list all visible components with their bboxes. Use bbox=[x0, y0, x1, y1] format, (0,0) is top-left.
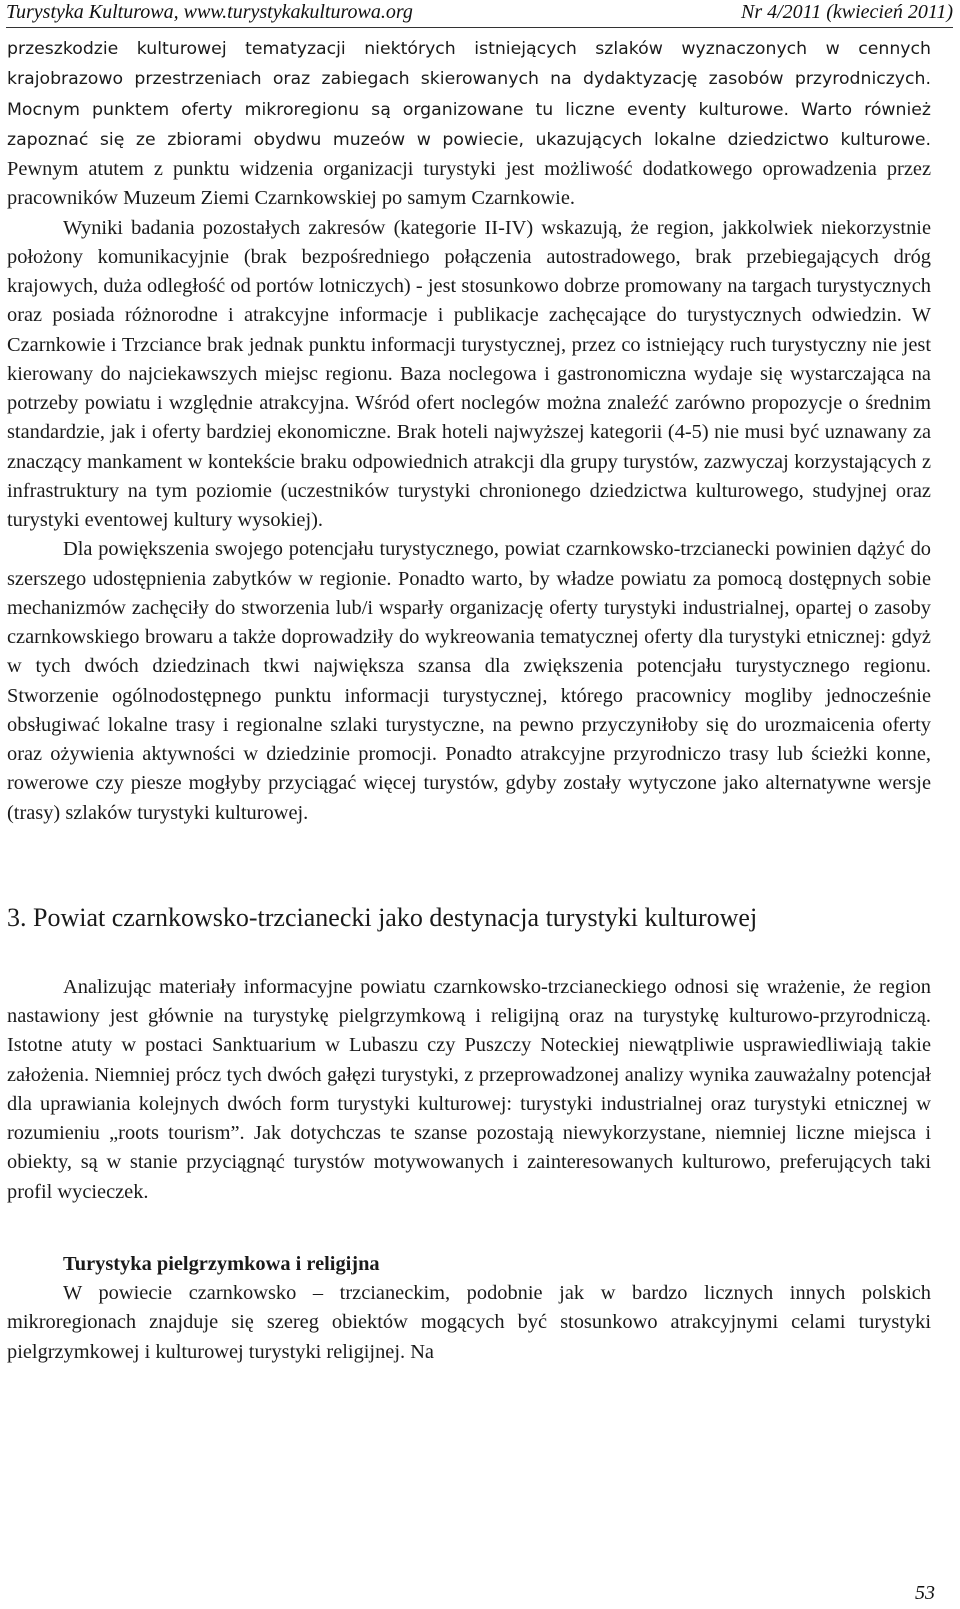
running-header bbox=[6, 0, 953, 28]
page-body bbox=[7, 34, 931, 1367]
issue-number: Nr 4/2011 (kwiecień 2011) bbox=[741, 1, 953, 23]
section-intro-paragraph: Analizując materiały informacyjne powiatu czarnkowsko-trzcianeckiego odnosi się wrażenie, że region nastawiony jest głównie na turystykę pielgrzymkową i religijną oraz na turystykę kulturowo-przyrodniczą. Istotne atuty w postaci Sanktuarium w Lubaszu czy Puszczy Noteckiej niewątpliwie usprawiedliwiają takie założenia. Niemniej prócz tych dwóch gałęzi turystyki, z przeprowadzonej analizy wynika zauważalny potencjał dla uprawiania kolejnych dwóch form turystyki kulturowej: turystyki industrialnej oraz turystyki etnicznej w rozumieniu „roots tourism”. Jak dotychczas te szanse pozostają niewykorzystane, niemniej liczne miejsca i obiekty, są w stanie przyciągnąć turystów motywowanych i zainteresowanych kulturowo, preferujących taki profil wycieczek. bbox=[7, 975, 931, 1203]
body-paragraph bbox=[7, 34, 931, 214]
subsection-heading: Turystyka pielgrzymkowa i religijna bbox=[63, 1252, 380, 1275]
paragraph-text: Pewnym atutem z punktu widzenia organizacji turystyki jest możliwość dodatkowego oprowadzenia przez pracowników Muzeum Ziemi Czarnkowskiej po samym Czarnkowie. bbox=[7, 158, 931, 210]
page-number: 53 bbox=[915, 1582, 935, 1604]
body-paragraph: Wyniki badania pozostałych zakresów (kategorie II-IV) wskazują, że region, jakkolwiek niekorzystnie położony komunikacyjnie (brak bezpośredniego połączenia autostradowego, brak przebiegających dróg krajowych, duża odległość od portów lotniczych) - jest stosunkowo dobrze promowany na targach turystycznych oraz posiada różnorodne i atrakcyjne informacje i publikacje zachęcające do turystycznych odwiedzin. W Czarnkowie i Trzciance brak jednak punktu informacji turystycznej, przez co istniejący ruch turystyczny nie jest kierowany do najciekawszych miejsc regionu. Baza noclegowa i gastronomiczna wydaje się wystarczająca na potrzeby powiatu i względnie atrakcyjna. Wśród ofert noclegów można znaleźć zarówno propozycje o średnim standardzie, jak i oferty bardziej ekonomiczne. Brak hoteli najwyższej kategorii (4-5) nie musi być uznawany za znaczący mankament w kontekście braku odpowiednich atrakcji dla grupy turystów, zazwyczaj korzystających z infrastruktury na tym poziomie (uczestników turystyki chronionego dziedzictwa kulturowego, studyjnej oraz turystyki eventowej kultury wysokiej). bbox=[7, 216, 931, 531]
section-heading: 3. Powiat czarnkowsko-trzcianecki jako destynacja turystyki kulturowej bbox=[7, 902, 758, 932]
body-paragraph: Dla powiększenia swojego potencjału turystycznego, powiat czarnkowsko-trzcianecki powinien dążyć do szerszego udostępnienia zabytków w regionie. Ponadto warto, by władze powiatu za pomocą dostępnych sobie mechanizmów zachęciły do stworzenia lub/i wsparły organizację oferty turystyki industrialnej, opartej o zasoby czarnkowskiego browaru a także doprowadziły do wykreowania tematycznej oferty dla turystyki etnicznej: gdyż w tych dwóch dziedzinach tkwi największa szansa dla zwiększenia potencjału turystycznego regionu. Stworzenie ogólnodostępnego punktu informacji turystycznej, którego pracownicy mogliby jednocześnie obsługiwać lokalne trasy i regionalne szlaki turystyczne, na pewno przyczyniłoby się do urozmaicenia oferty oraz ożywienia aktywności w dziedzinie promocji. Ponadto atrakcyjne przyrodniczo trasy lub ścieżki konne, rowerowe czy piesze mogłyby przyciągać więcej turystów, gdyby zostały wytyczone jako alternatywne wersje (trasy) szlaków turystyki kulturowej. bbox=[7, 538, 931, 824]
journal-title: Turystyka Kulturowa, www.turystykakulturowa.org bbox=[6, 1, 413, 23]
paragraph-text-continued: przeszkodzie kulturowej tematyzacji niektórych istniejących szlaków wyznaczonych w cennych krajobrazowo przestrzeniach oraz zabiegach skierowanych na dydaktyzację zasobów przyrodniczych. Mocnym punktem oferty mikroregionu są organizowane tu liczne eventy kulturowe. Warto również zapoznać się ze zbiorami obydwu muzeów w powiecie, ukazujących lokalne dziedzictwo kulturowe. bbox=[7, 39, 931, 150]
subsection-paragraph: W powiecie czarnkowsko – trzcianeckim, podobnie jak w bardzo licznych innych polskich mikroregionach znajduje się szereg obiektów mogących być stosunkowo atrakcyjnymi celami turystyki pielgrzymkowej i kulturowej turystyki religijnej. Na bbox=[7, 1282, 931, 1363]
